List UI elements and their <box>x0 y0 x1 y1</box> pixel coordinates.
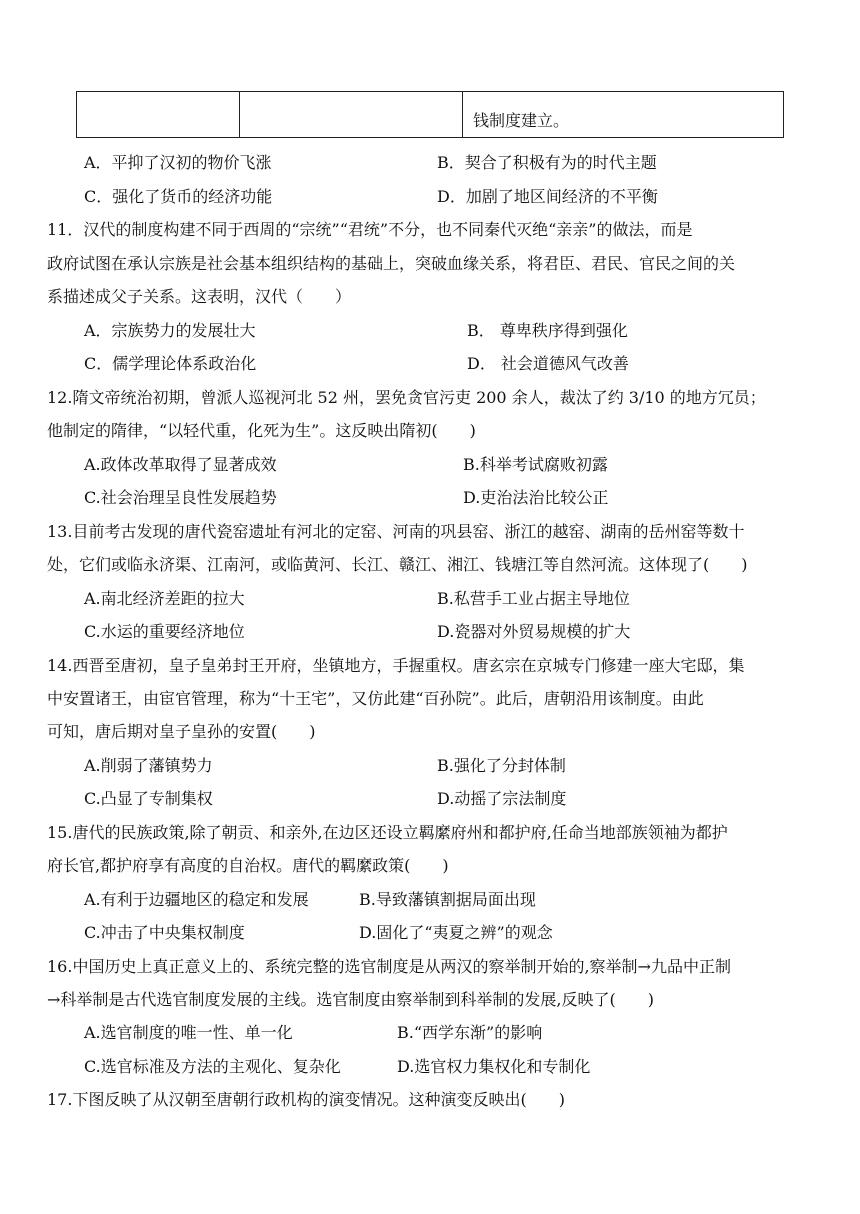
q13-option-b: B.私营手工业占据主导地位 <box>437 589 630 608</box>
table-fragment <box>76 91 784 138</box>
q10-option-d: D．加剧了地区间经济的不平衡 <box>437 187 658 206</box>
q15-stem-line-1: 15.唐代的民族政策,除了朝贡、和亲外,在边区还设立羁縻府州和都护府,任命当地部族领袖为都护 <box>47 823 728 842</box>
q10-option-a: A．平抑了汉初的物价飞涨 <box>84 153 272 172</box>
q12-option-a: A.政体改革取得了显著成效 <box>84 455 277 474</box>
q12-option-d: D.吏治法治比较公正 <box>463 488 609 507</box>
q16-option-c: C.选官标准及方法的主观化、复杂化 <box>84 1057 341 1076</box>
q12-stem-line-2: 他制定的隋律，“以轻代重，化死为生”。这反映出隋初( ) <box>47 421 476 440</box>
q11-stem-line-2: 政府试图在承认宗族是社会基本组织结构的基础上，突破血缘关系，将君臣、君民、官民之间的关 <box>47 254 736 273</box>
q15-option-b: B.导致藩镇割据局面出现 <box>359 890 536 909</box>
q11-option-a: A．宗族势力的发展壮大 <box>84 321 256 340</box>
q12-stem-line-1: 12.隋文帝统治初期，曾派人巡视河北 52 州，罢免贪官污吏 200 余人，裁汰了约 3/10 的地方冗员； <box>47 388 766 407</box>
q15-stem-line-2: 府长官,都护府享有高度的自治权。唐代的羁縻政策( ) <box>47 856 449 875</box>
q10-option-b: B．契合了积极有为的时代主题 <box>437 153 657 172</box>
q13-option-d: D.瓷器对外贸易规模的扩大 <box>437 622 631 641</box>
q12-option-c: C.社会治理呈良性发展趋势 <box>84 488 277 507</box>
q13-option-c: C.水运的重要经济地位 <box>84 622 245 641</box>
q14-option-b: B.强化了分封体制 <box>437 756 566 775</box>
q14-option-d: D.动摇了宗法制度 <box>437 789 567 808</box>
q16-stem-line-2: →科举制是古代选官制度发展的主线。选官制度由察举制到科举制的发展,反映了( ) <box>47 990 654 1009</box>
q17-stem-line-1: 17.下图反映了从汉朝至唐朝行政机构的演变情况。这种演变反映出( ) <box>47 1090 565 1109</box>
q14-stem-line-2: 中安置诸王，由宦官管理，称为“十王宅”，又仿此建“百孙院”。此后，唐朝沿用该制度。由此 <box>47 689 704 708</box>
q13-option-a: A.南北经济差距的拉大 <box>84 589 245 608</box>
table-cell-1 <box>77 92 240 137</box>
q14-option-a: A.削弱了藩镇势力 <box>84 756 213 775</box>
q11-option-c: C．儒学理论体系政治化 <box>84 354 257 373</box>
q11-option-d: D． 社会道德风气改善 <box>467 354 629 373</box>
q13-stem-line-2: 处，它们或临永济渠、江南河，或临黄河、长江、赣江、湘江、钱塘江等自然河流。这体现了( ) <box>47 555 748 574</box>
q10-option-c: C．强化了货币的经济功能 <box>84 187 273 206</box>
q14-stem-line-1: 14.西晋至唐初，皇子皇弟封王开府，坐镇地方，手握重权。唐玄宗在京城专门修建一座大宅邸，集 <box>47 656 745 675</box>
q11-option-b: B． 尊卑秩序得到强化 <box>467 321 628 340</box>
q15-option-a: A.有利于边疆地区的稳定和发展 <box>84 890 309 909</box>
table-cell-2 <box>240 92 463 137</box>
q16-stem-line-1: 16.中国历史上真正意义上的、系统完整的选官制度是从两汉的察举制开始的,察举制→九品中正制 <box>47 957 731 976</box>
q11-stem-line-3: 系描述成父子关系。这表明，汉代（ ） <box>47 287 352 306</box>
q16-option-a: A.选官制度的唯一性、单一化 <box>84 1023 293 1042</box>
table-cell-3: 钱制度建立。 <box>473 111 570 130</box>
q15-option-d: D.固化了“夷夏之辨”的观念 <box>359 923 553 942</box>
q12-option-b: B.科举考试腐败初露 <box>463 455 608 474</box>
q14-option-c: C.凸显了专制集权 <box>84 789 213 808</box>
q14-stem-line-3: 可知，唐后期对皇子皇孙的安置( ) <box>47 722 316 741</box>
q16-option-d: D.选官权力集权化和专制化 <box>397 1057 591 1076</box>
q11-stem-line-1: 11．汉代的制度构建不同于西周的“宗统”“君统”不分，也不同秦代灭绝“亲亲”的做法，而是 <box>47 220 693 239</box>
q13-stem-line-1: 13.目前考古发现的唐代瓷窑遗址有河北的定窑、河南的巩县窑、浙江的越窑、湖南的岳州窑等数十 <box>47 522 745 541</box>
q16-option-b: B.“西学东渐”的影响 <box>397 1023 543 1042</box>
q15-option-c: C.冲击了中央集权制度 <box>84 923 245 942</box>
